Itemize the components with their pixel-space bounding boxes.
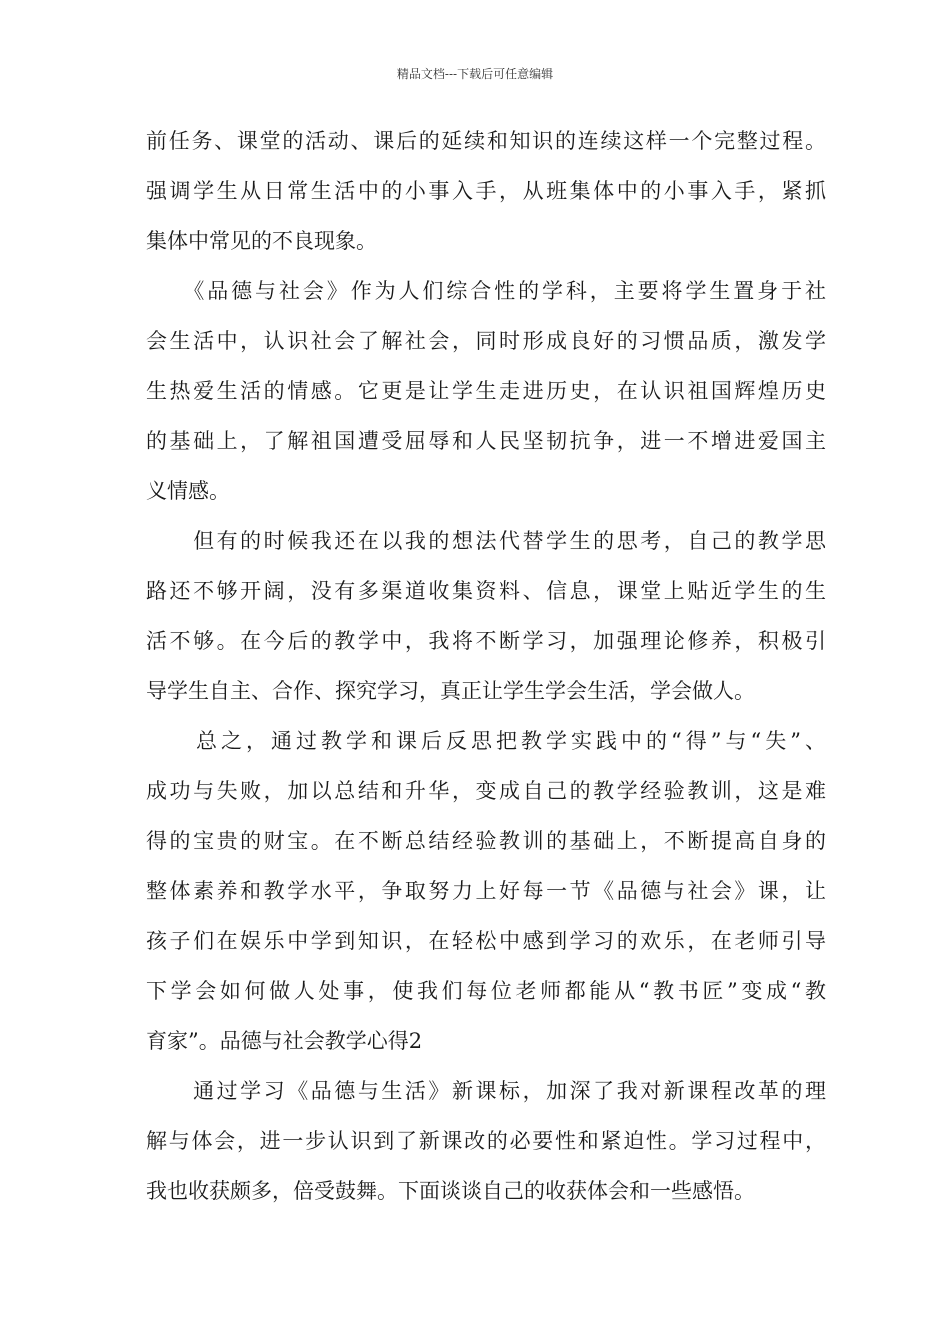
text-line: 解与体会，进一步认识到了新课改的必要性和紧迫性。学习过程中， <box>146 1129 826 1153</box>
text-line: 强调学生从日常生活中的小事入手，从班集体中的小事入手，紧抓 <box>146 179 826 203</box>
text-line: 前任务、课堂的活动、课后的延续和知识的连续这样一个完整过程。 <box>146 129 826 153</box>
text-line: 但有的时候我还在以我的想法代替学生的思考，自己的教学思 <box>146 529 826 553</box>
text-line: 活不够。在今后的教学中，我将不断学习，加强理论修养，积极引 <box>146 629 826 653</box>
text-line: 下学会如何做人处事，使我们每位老师都能从“教书匠”变成“教 <box>146 979 826 1003</box>
text-line: 会生活中，认识社会了解社会，同时形成良好的习惯品质，激发学 <box>146 329 826 353</box>
text-line: 导学生自主、合作、探究学习，真正让学生学会生活，学会做人。 <box>146 679 755 703</box>
paragraph-2 <box>146 279 826 504</box>
text-line: 成功与失败，加以总结和升华，变成自己的教学经验教训，这是难 <box>146 779 826 803</box>
text-line: 我也收获颇多，倍受鼓舞。下面谈谈自己的收获体会和一些感悟。 <box>146 1179 755 1203</box>
paragraph-5 <box>146 1079 826 1204</box>
text-line: 的基础上，了解祖国遭受屈辱和人民坚韧抗争，进一不增进爱国主 <box>146 429 826 453</box>
text-line: 孩子们在娱乐中学到知识，在轻松中感到学习的欢乐，在老师引导 <box>146 929 826 953</box>
text-line: 总之，通过教学和课后反思把教学实践中的“得”与“失”、 <box>146 729 826 753</box>
text-line: 整体素养和教学水平，争取努力上好每一节《品德与社会》课，让 <box>146 879 826 903</box>
text-line: 通过学习《品德与生活》新课标，加深了我对新课程改革的理 <box>146 1079 826 1103</box>
paragraph-4 <box>146 729 826 1054</box>
text-line: 育家”。品德与社会教学心得2 <box>146 1029 423 1053</box>
text-line: 生热爱生活的情感。它更是让学生走进历史，在认识祖国辉煌历史 <box>146 379 826 403</box>
text-line: 路还不够开阔，没有多渠道收集资料、信息，课堂上贴近学生的生 <box>146 579 826 603</box>
text-line: 《品德与社会》作为人们综合性的学科，主要将学生置身于社 <box>146 279 826 303</box>
paragraph-3 <box>146 529 826 704</box>
page-header: 精品文档---下载后可任意编辑 <box>396 67 554 81</box>
text-line: 得的宝贵的财宝。在不断总结经验教训的基础上，不断提高自身的 <box>146 829 826 853</box>
paragraph-1 <box>146 129 826 254</box>
text-line: 集体中常见的不良现象。 <box>146 229 377 253</box>
document-body <box>146 129 826 1229</box>
text-line: 义情感。 <box>146 479 230 503</box>
